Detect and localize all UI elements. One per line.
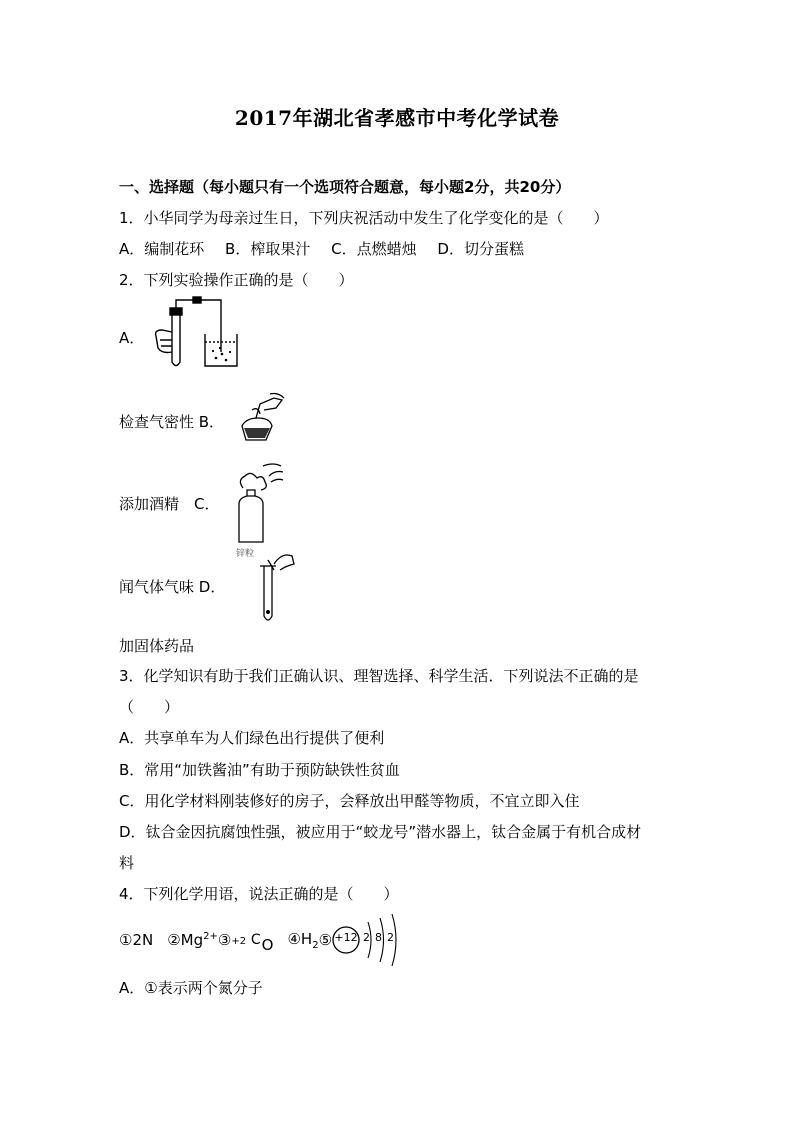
solid-reagent-figure <box>236 546 296 626</box>
chemical-notation-row <box>119 912 406 968</box>
q4-option-a: A．①表示两个氮分子 <box>119 979 263 997</box>
q3-option-c: C．用化学材料刚装修好的房子，会释放出甲醛等物质，不宜立即入住 <box>119 792 580 810</box>
item-2: $②Mg^{2+}$ <box>167 931 218 949</box>
q2-caption-c: 闻气体气味 D． <box>119 578 226 596</box>
alcohol-lamp-figure <box>230 390 290 450</box>
question-1-options <box>119 238 540 259</box>
item-1: ①2N <box>119 931 154 949</box>
airtightness-check-figure <box>150 296 245 372</box>
item-4: $④H_2$ <box>287 929 319 951</box>
question-3-stem: 3．化学知识有助于我们正确认识、理智选择、科学生活．下列说法不正确的是 <box>119 667 639 685</box>
smelling-gas-figure <box>233 460 289 546</box>
valence-notation: +2 C <box>231 931 261 948</box>
q2-option-a-label: A． <box>119 329 145 347</box>
question-1-stem: 1．小华同学为母亲过生日，下列庆祝活动中发生了化学变化的是（ ） <box>119 209 609 227</box>
item-3-label: ③ <box>217 931 232 949</box>
shell-2: 8 <box>375 931 383 944</box>
q2-caption-b: 添加酒精 C． <box>119 495 220 513</box>
section-heading: 一、选择题（每小题只有一个选项符合题意，每小题2分，共20分） <box>119 178 571 196</box>
shell-3: 2 <box>387 931 395 944</box>
item-5-label: ⑤ <box>318 931 333 949</box>
q2-caption-a: 检查气密性 B． <box>119 413 225 431</box>
item-3-suffix: O <box>261 936 274 954</box>
q3-option-a: A．共享单车为人们绿色出行提供了便利 <box>119 729 385 747</box>
test-tube-icon <box>236 546 296 626</box>
q3-option-d: D．钛合金因抗腐蚀性强，被应用于“蛟龙号”潜水器上，钛合金属于有机合成材 <box>119 823 642 841</box>
question-2-stem: 2．下列实验操作正确的是（ ） <box>119 271 354 289</box>
q1-option-c: C．点燃蜡烛 <box>331 240 417 258</box>
zinc-label: 锌粒 <box>236 549 255 559</box>
question-4-stem: 4．下列化学用语，说法正确的是（ ） <box>119 885 399 903</box>
q1-option-b: B．榨取果汁 <box>225 240 311 258</box>
atom-structure-diagram <box>332 912 406 968</box>
q3-option-b: B．常用“加铁酱油”有助于预防缺铁性贫血 <box>119 761 400 779</box>
q2-caption-d: 加固体药品 <box>119 637 195 655</box>
nucleus-charge: +12 <box>334 931 358 944</box>
page-title: 2017年湖北省孝感市中考化学试卷 <box>234 106 560 130</box>
q1-option-d: D．切分蛋糕 <box>437 240 524 258</box>
q3-option-d-cont: 料 <box>119 854 135 872</box>
question-3-stem-cont: （ ） <box>119 698 180 716</box>
q1-option-a: A．编制花环 <box>119 240 205 258</box>
shell-1: 2 <box>363 931 371 944</box>
